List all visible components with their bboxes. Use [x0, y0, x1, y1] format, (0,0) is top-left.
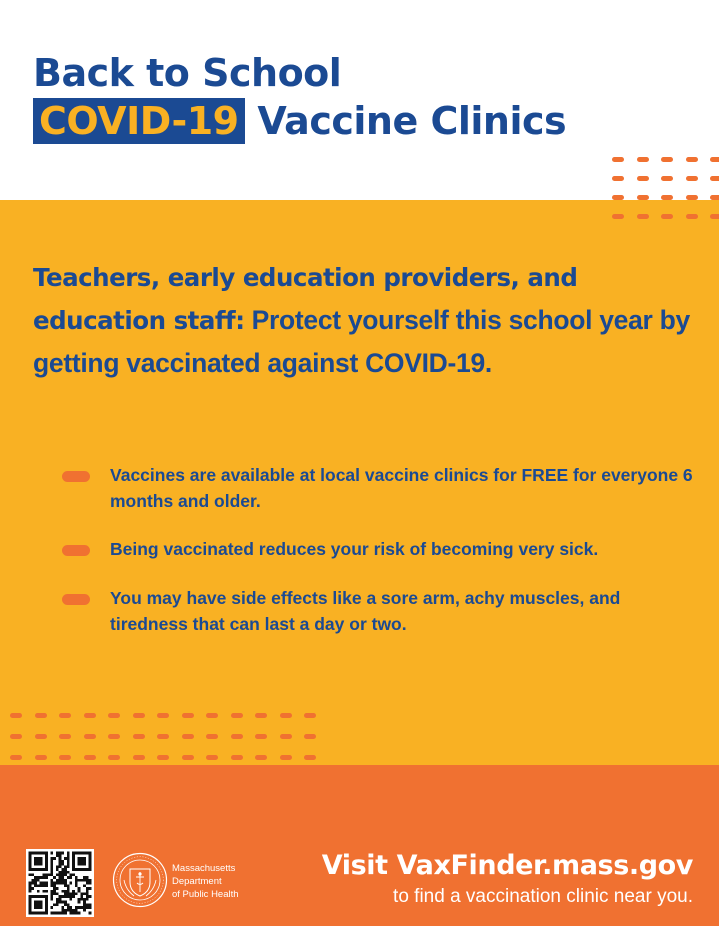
decorative-dot [280, 713, 292, 718]
decorative-dot [10, 755, 22, 760]
title-rest: Vaccine Clinics [244, 99, 567, 143]
decorative-dot [304, 713, 316, 718]
decorative-dot [157, 713, 169, 718]
decorative-dot [206, 755, 218, 760]
decorative-dot [280, 734, 292, 739]
bullet-text: Vaccines are available at local vaccine clinics for FREE for everyone 6 months and older. [110, 465, 693, 511]
decorative-dot [59, 734, 71, 739]
title-highlight: COVID-19 [33, 98, 245, 144]
decorative-dot [182, 713, 194, 718]
decorative-dot [612, 157, 624, 162]
decorative-dot [661, 195, 673, 200]
decorative-dot [612, 214, 624, 219]
visit-call-to-action [322, 848, 693, 910]
decorative-dot [661, 157, 673, 162]
visit-subtext: to find a vaccination clinic near you. [393, 886, 693, 907]
decorative-dot [637, 157, 649, 162]
dept-line: Department [172, 876, 222, 887]
decorative-dot [710, 176, 719, 181]
decorative-dot [10, 713, 22, 718]
decorative-dot [710, 195, 719, 200]
decorative-dot [710, 157, 719, 162]
decorative-dot [686, 176, 698, 181]
list-item [62, 536, 702, 562]
decorative-dot [133, 755, 145, 760]
decorative-dot [231, 713, 243, 718]
list-item [62, 462, 702, 514]
decorative-dot [661, 214, 673, 219]
decorative-dot [637, 176, 649, 181]
qr-code-icon[interactable] [26, 849, 94, 917]
decorative-dot [304, 734, 316, 739]
decorative-dot [255, 734, 267, 739]
decorative-dot [35, 713, 47, 718]
decorative-dot [206, 713, 218, 718]
decorative-dot [59, 713, 71, 718]
decorative-dot [35, 734, 47, 739]
title-line-1: Back to School [33, 51, 342, 95]
decorative-dot [686, 157, 698, 162]
visit-link[interactable]: Visit VaxFinder.mass.gov [321, 850, 693, 881]
decorative-dot [637, 195, 649, 200]
decorative-dot [637, 214, 649, 219]
massachusetts-seal-icon [112, 852, 168, 908]
decorative-dot [84, 713, 96, 718]
decorative-dot [133, 734, 145, 739]
intro-paragraph [33, 256, 693, 385]
decorative-dot [35, 755, 47, 760]
decorative-dot [182, 734, 194, 739]
decorative-dot [108, 755, 120, 760]
bullet-dash-icon [62, 471, 90, 482]
decorative-dot [10, 734, 22, 739]
intro-lead: Teachers, early education providers, and education staff: [33, 263, 578, 335]
decorative-dot [255, 713, 267, 718]
decorative-dot [686, 195, 698, 200]
title-line-2 [33, 98, 566, 144]
decorative-dot [157, 734, 169, 739]
decorative-dot [304, 755, 316, 760]
decorative-dot [686, 214, 698, 219]
decorative-dot [710, 214, 719, 219]
decorative-dot [108, 734, 120, 739]
bullet-text: You may have side effects like a sore arm, achy muscles, and tiredness that can last a day or two. [110, 588, 621, 634]
page-title [33, 50, 566, 144]
list-item [62, 585, 702, 637]
decorative-dot [206, 734, 218, 739]
decorative-dot [59, 755, 71, 760]
decorative-dot [108, 713, 120, 718]
decorative-dot [612, 176, 624, 181]
dept-line: Massachusetts [172, 863, 236, 874]
bullet-dash-icon [62, 545, 90, 556]
decorative-dot [661, 176, 673, 181]
decorative-dot [231, 734, 243, 739]
decorative-dot [255, 755, 267, 760]
decorative-dot [84, 755, 96, 760]
decorative-dot [280, 755, 292, 760]
decorative-dot [133, 713, 145, 718]
decorative-dot-grid-bottom-left [10, 713, 316, 760]
intro-body: Protect yourself this school year by getting vaccinated against COVID-19. [33, 305, 690, 378]
decorative-dot [182, 755, 194, 760]
bullet-dash-icon [62, 594, 90, 605]
dept-line: of Public Health [172, 889, 239, 900]
department-name [172, 862, 239, 901]
decorative-dot [157, 755, 169, 760]
decorative-dot [231, 755, 243, 760]
bullet-text: Being vaccinated reduces your risk of becoming very sick. [110, 539, 599, 559]
bullet-list [62, 462, 702, 637]
decorative-dot-grid-top-right [612, 157, 719, 219]
decorative-dot [612, 195, 624, 200]
decorative-dot [84, 734, 96, 739]
